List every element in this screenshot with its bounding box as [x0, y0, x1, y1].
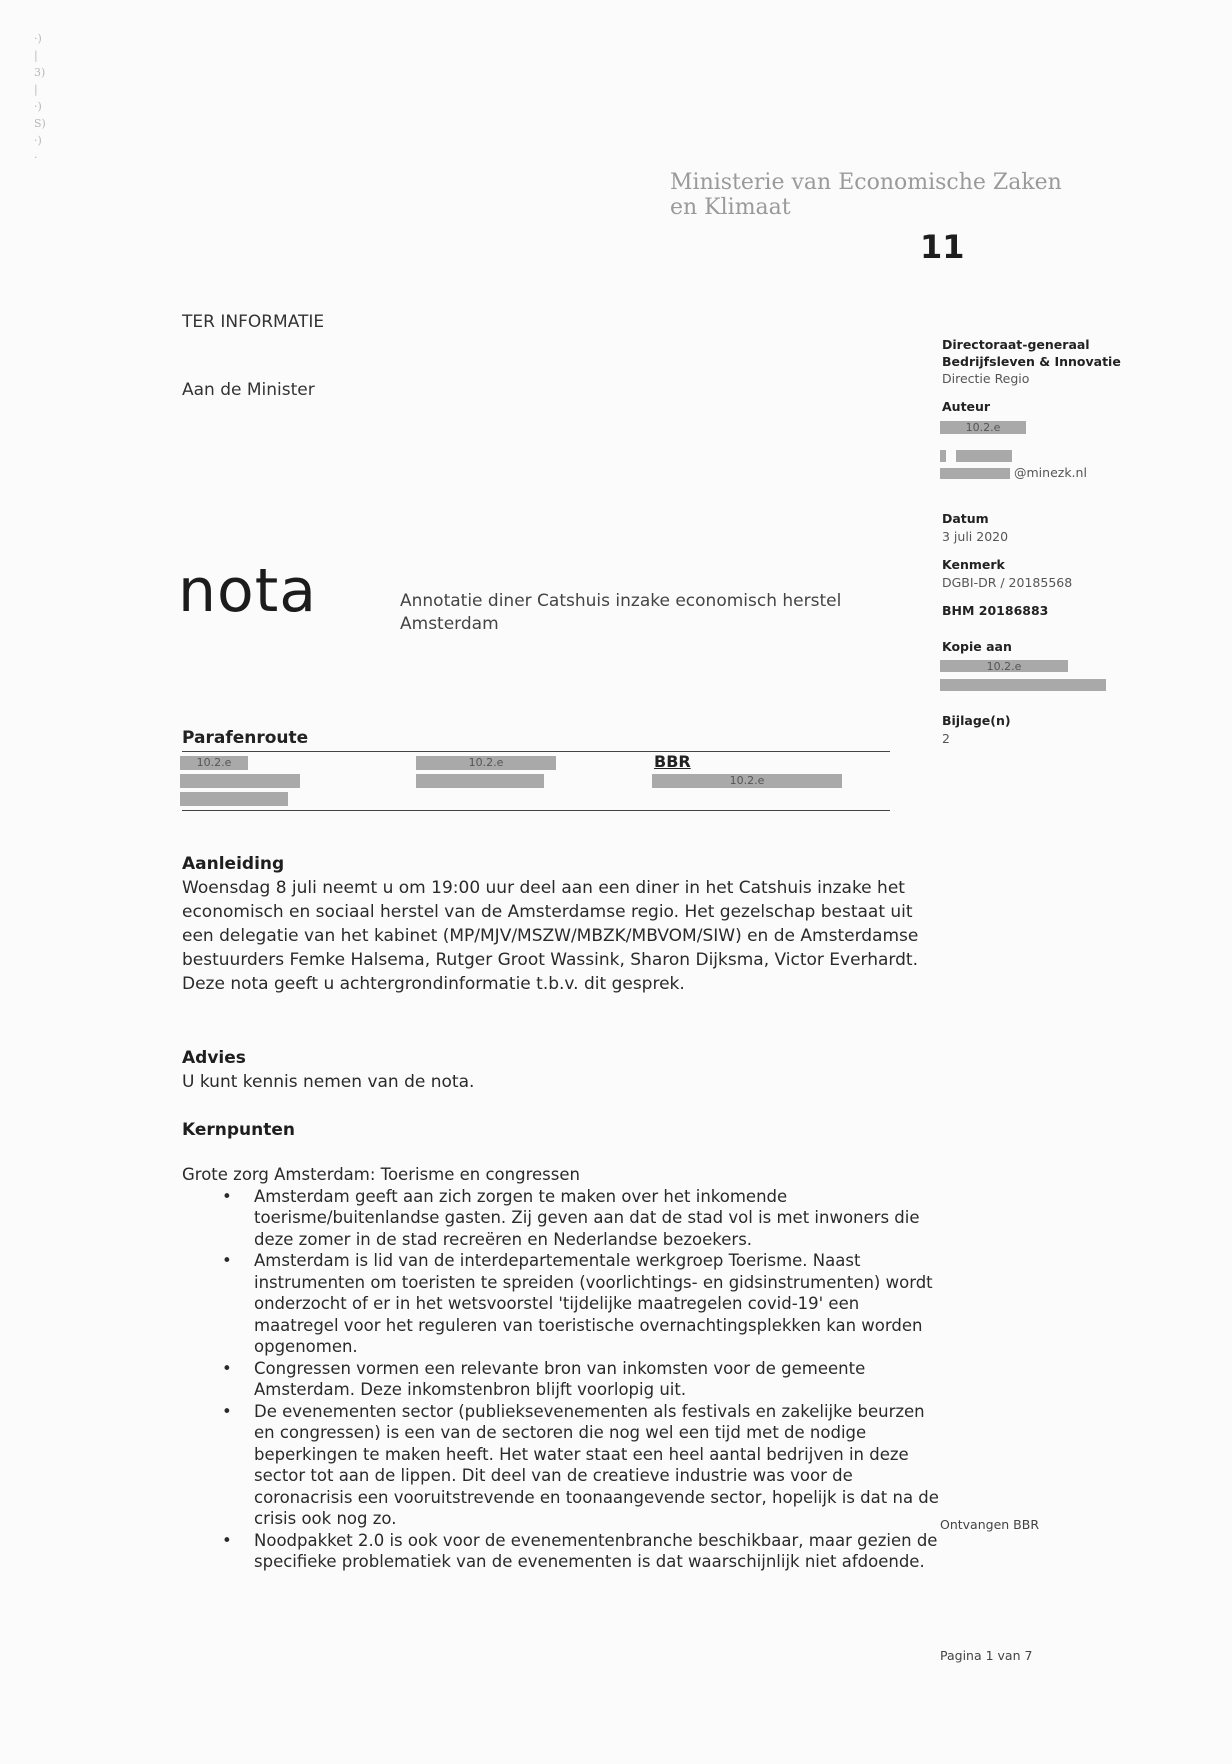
redaction-block	[940, 468, 1010, 479]
margin-mark: |	[34, 83, 38, 96]
margin-mark: ·)	[34, 134, 42, 147]
document-type-title: nota	[178, 556, 318, 626]
kernpunten-heading-block	[182, 1118, 942, 1142]
subject-line-1: Annotatie diner Catshuis inzake economisch herstel	[400, 591, 842, 611]
redaction-block	[940, 450, 946, 462]
bhm-number: BHM 20186883	[942, 603, 1049, 618]
logo-line-1: Ministerie van Economische Zaken	[670, 170, 1062, 195]
redaction-route-1: 10.2.e	[180, 756, 248, 770]
list-item: • De evenementen sector (publieksevenementen als festivals en zakelijke beurzen en congressen) is een van de sectoren die nog wel een tijd met de nodige beperkingen te maken heeft. Het water staat een heel aantal bedrijven in deze sector tot aan de lippen. Dit deel van de creatieve industrie was voor de coronacrisis een vooruitstrevende en toonaangevende sector, hopelijk is dat na de crisis ook nog zo.	[182, 1401, 942, 1530]
redaction-route-2: 10.2.e	[416, 756, 556, 770]
kernpunten-subheading: Grote zorg Amsterdam: Toerisme en congressen	[182, 1165, 580, 1184]
margin-mark: ·)	[34, 32, 42, 45]
route-bbr-label: BBR	[654, 752, 691, 771]
list-item: • Noodpakket 2.0 is ook voor de evenementenbranche beschikbaar, maar gezien de specifieke problematiek van de evenementen is dat waarschijnlijk niet afdoende.	[182, 1530, 942, 1573]
margin-mark: S)	[34, 117, 46, 130]
advies-text: U kunt kennis nemen van de nota.	[182, 1072, 475, 1092]
directie: Directie Regio	[942, 371, 1030, 386]
advies-heading: Advies	[182, 1048, 246, 1068]
auteur-label: Auteur	[942, 399, 991, 414]
dg-line-1: Directoraat-generaal	[942, 337, 1090, 352]
department-block	[942, 336, 1142, 387]
margin-mark: 3)	[34, 66, 46, 79]
bijlagen-value: 2	[942, 731, 950, 746]
margin-mark: ·)	[34, 100, 42, 113]
subject-line-2: Amsterdam	[400, 614, 499, 634]
datum-label: Datum	[942, 511, 989, 526]
aanleiding-section	[182, 852, 942, 996]
redaction-block	[956, 450, 1012, 462]
received-stamp-note: Ontvangen BBR	[940, 1517, 1039, 1532]
page-number: Pagina 1 van 7	[940, 1648, 1033, 1663]
kopie-label: Kopie aan	[942, 639, 1012, 654]
kenmerk-label: Kenmerk	[942, 557, 1005, 572]
addressee: Aan de Minister	[182, 380, 315, 400]
list-item: • Congressen vormen een relevante bron van inkomsten voor de gemeente Amsterdam. Deze inkomstenbron blijft voorlopig uit.	[182, 1358, 942, 1401]
ter-informatie: TER INFORMATIE	[182, 312, 325, 332]
route-bottom-rule	[182, 810, 890, 811]
dg-line-2: Bedrijfsleven & Innovatie	[942, 354, 1121, 369]
route-top-rule	[182, 751, 890, 752]
aanleiding-text: Woensdag 8 juli neemt u om 19:00 uur deel aan een diner in het Catshuis inzake het economisch en sociaal herstel van de Amsterdamse regio. Het gezelschap bestaat uit een delegatie van het kabinet (MP/MJV/MSZW/MBZK/MBVOM/SIW) en de Amsterdamse bestuurders Femke Halsema, Rutger Groot Wassink, Sharon Dijksma, Victor Everhardt. Deze nota geeft u achtergrondinformatie t.b.v. dit gesprek.	[182, 878, 919, 994]
advies-section	[182, 1046, 942, 1094]
list-item: • Amsterdam is lid van de interdepartementale werkgroep Toerisme. Naast instrumenten om toeristen te spreiden (voorlichtings- en gidsinstrumenten) wordt onderzocht of er in het wetsvoorstel 'tijdelijke maatregelen covid-19' een maatregel voor het reguleren van toeristische overnachtingsplekken kan worden opgenomen.	[182, 1250, 942, 1358]
redaction-block	[180, 774, 300, 788]
kernpunten-section	[182, 1164, 942, 1573]
logo-line-2: en Klimaat	[670, 195, 791, 220]
document-number: 11	[920, 228, 965, 266]
redaction-block	[416, 774, 544, 788]
margin-mark: |	[34, 49, 38, 62]
email-domain: @minezk.nl	[1014, 465, 1087, 480]
kernpunten-heading: Kernpunten	[182, 1120, 296, 1140]
margin-annotations	[34, 30, 58, 166]
aanleiding-heading: Aanleiding	[182, 854, 285, 874]
redaction-route-3: 10.2.e	[652, 774, 842, 788]
subject	[400, 590, 880, 636]
kenmerk-value: DGBI-DR / 20185568	[942, 575, 1073, 590]
redaction-block	[180, 792, 288, 806]
datum-value: 3 juli 2020	[942, 529, 1009, 544]
redaction-auteur: 10.2.e	[940, 421, 1026, 434]
parafenroute-title: Parafenroute	[182, 728, 309, 748]
list-item: • Amsterdam geeft aan zich zorgen te maken over het inkomende toerisme/buitenlandse gasten. Zij geven aan dat de stad vol is met inwoners die deze zomer in de stad recreëren en Nederlandse bezoekers.	[182, 1186, 942, 1251]
margin-mark: ·	[34, 151, 38, 164]
kernpunten-list	[182, 1186, 942, 1573]
redaction-block	[940, 679, 1106, 691]
ministry-logo	[670, 170, 1062, 220]
redaction-kopie: 10.2.e	[940, 660, 1068, 672]
bijlagen-label: Bijlage(n)	[942, 713, 1011, 728]
